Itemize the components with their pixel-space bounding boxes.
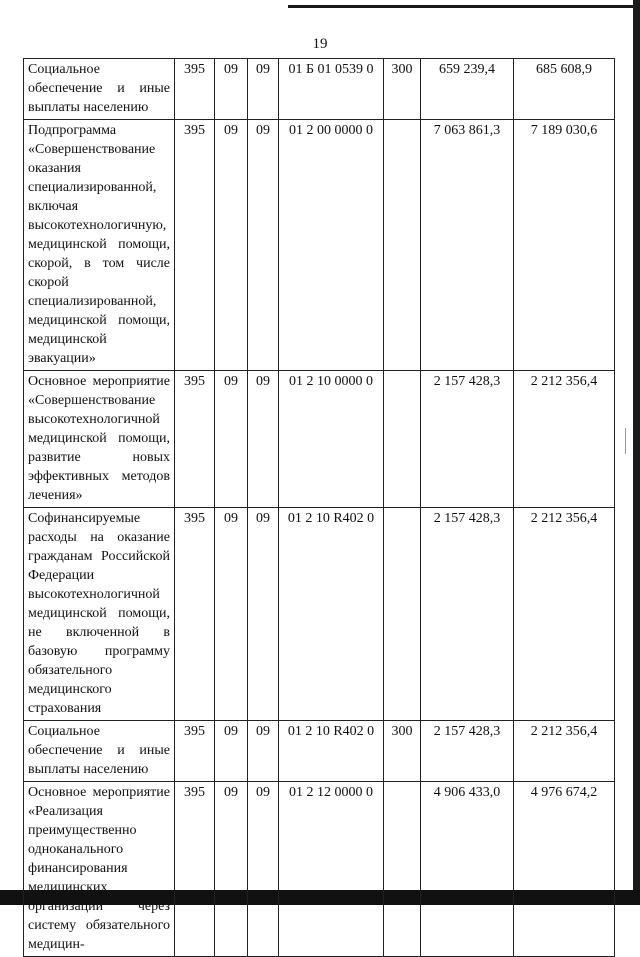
amount-year-2: 4 976 674,2: [514, 782, 615, 957]
row-description: Основное мероприятие «Реализация преимущественно одноканального финансирования медицинских организаций через систему обязательного медицин-: [24, 782, 175, 957]
amount-year-1: 4 906 433,0: [421, 782, 514, 957]
amount-year-2: 2 212 356,4: [514, 721, 615, 782]
row-description: Подпрограмма «Совершенствование оказания специализированной, включая высокотехнологичную, медицинской помощи, скорой, в том числе скорой специализированной, медицинской помощи, медицинской эвакуации»: [24, 120, 175, 371]
grbs-code: 395: [175, 782, 215, 957]
amount-year-1: 7 063 861,3: [421, 120, 514, 371]
expense-type-code: [384, 782, 421, 957]
section-code: 09: [215, 120, 248, 371]
target-article-code: 01 2 12 0000 0: [279, 782, 384, 957]
table-row: [24, 782, 615, 957]
subsection-code: 09: [248, 371, 279, 508]
expense-type-code: [384, 371, 421, 508]
table-row: [24, 120, 615, 371]
target-article-code: 01 2 10 0000 0: [279, 371, 384, 508]
scan-right-border: [633, 0, 640, 905]
amount-year-2: 7 189 030,6: [514, 120, 615, 371]
section-code: 09: [215, 721, 248, 782]
row-description: Основное мероприятие «Совершенствование высокотехнологичной медицинской помощи, развитие новых эффективных методов лечения»: [24, 371, 175, 508]
table-row: [24, 59, 615, 120]
amount-year-2: 685 608,9: [514, 59, 615, 120]
amount-year-1: 2 157 428,3: [421, 508, 514, 721]
subsection-code: 09: [248, 508, 279, 721]
subsection-code: 09: [248, 120, 279, 371]
section-code: 09: [215, 59, 248, 120]
target-article-code: 01 2 10 R402 0: [279, 721, 384, 782]
amount-year-1: 659 239,4: [421, 59, 514, 120]
amount-year-2: 2 212 356,4: [514, 508, 615, 721]
section-code: 09: [215, 371, 248, 508]
grbs-code: 395: [175, 508, 215, 721]
target-article-code: 01 Б 01 0539 0: [279, 59, 384, 120]
row-description: Софинансируемые расходы на оказание гражданам Российской Федерации высокотехнологичной медицинской помощи, не включенной в базовую программу обязательного медицинского страхования: [24, 508, 175, 721]
amount-year-1: 2 157 428,3: [421, 721, 514, 782]
expense-type-code: [384, 120, 421, 371]
grbs-code: 395: [175, 120, 215, 371]
budget-table: [23, 58, 615, 957]
section-code: 09: [215, 782, 248, 957]
amount-year-2: 2 212 356,4: [514, 371, 615, 508]
scan-margin-mark: [625, 428, 626, 454]
table-row: [24, 721, 615, 782]
table-row: [24, 508, 615, 721]
target-article-code: 01 2 00 0000 0: [279, 120, 384, 371]
table-row: [24, 371, 615, 508]
grbs-code: 395: [175, 59, 215, 120]
expense-type-code: [384, 508, 421, 721]
row-description: Социальное обеспечение и иные выплаты населению: [24, 721, 175, 782]
expense-type-code: 300: [384, 721, 421, 782]
target-article-code: 01 2 10 R402 0: [279, 508, 384, 721]
amount-year-1: 2 157 428,3: [421, 371, 514, 508]
grbs-code: 395: [175, 371, 215, 508]
subsection-code: 09: [248, 59, 279, 120]
page-number: 19: [312, 36, 328, 52]
subsection-code: 09: [248, 782, 279, 957]
expense-type-code: 300: [384, 59, 421, 120]
scan-top-border: [288, 5, 640, 8]
row-description: Социальное обеспечение и иные выплаты населению: [24, 59, 175, 120]
grbs-code: 395: [175, 721, 215, 782]
section-code: 09: [215, 508, 248, 721]
subsection-code: 09: [248, 721, 279, 782]
